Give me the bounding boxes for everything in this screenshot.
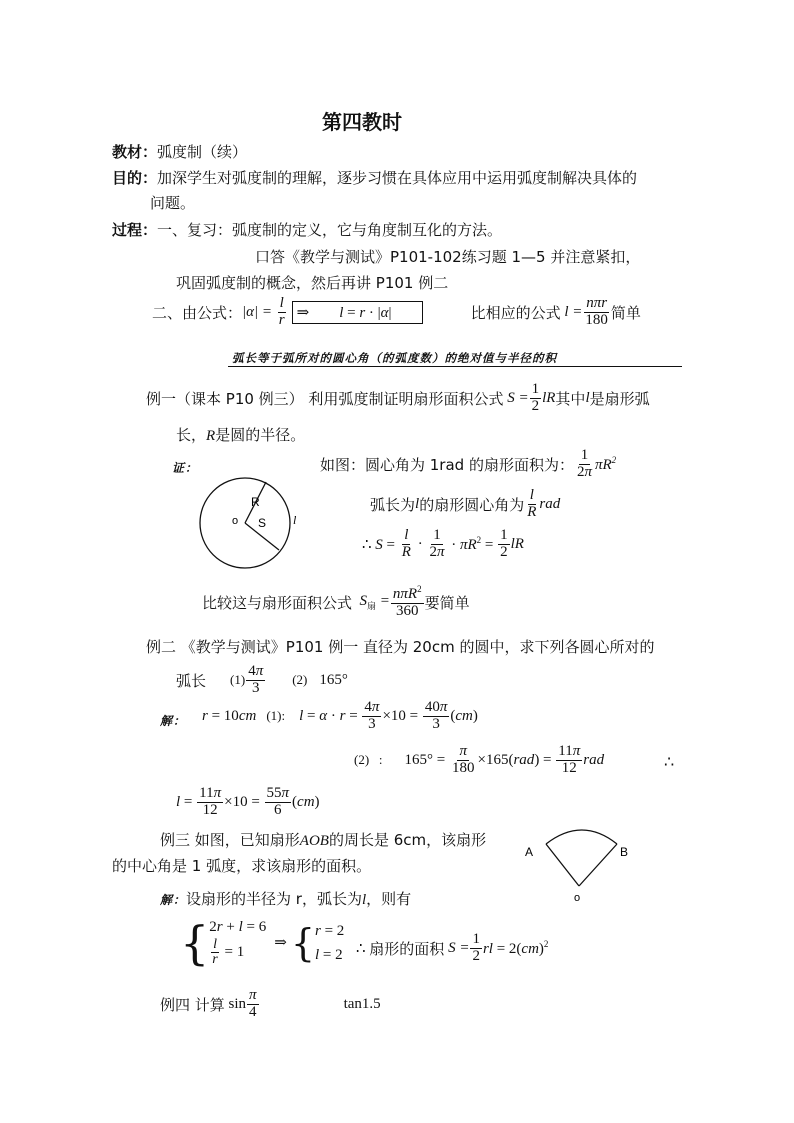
example1-rest: 是扇形弧: [589, 389, 650, 408]
process-label: 过程：: [112, 221, 158, 239]
purpose-text-2: 问题。: [150, 194, 196, 212]
l-symbol: l: [585, 389, 590, 406]
AOB-symbol: AOB: [299, 833, 329, 849]
purpose-line: [112, 167, 637, 188]
banner-underline: [228, 366, 682, 367]
label-A: A: [525, 845, 534, 859]
material-text: 弧度制（续）: [157, 143, 248, 161]
R-symbol: R: [206, 428, 216, 444]
ex2-solution-3: l = $\frac{11\pi}{12}$ ×10 = $\frac{55\pi}{6}$ (cm): [176, 785, 320, 818]
formula-intro: 二、由公式：: [152, 303, 243, 322]
l-symbol-3: l: [361, 892, 367, 908]
process-text-1: 一、复习：弧度制的定义，它与角度制互化的方法。: [157, 221, 503, 239]
fig-text: 如图：圆心角为 1rad 的扇形面积为：: [320, 455, 574, 474]
s-equals: S =: [503, 389, 529, 406]
compare-text-ex1: 比较这与扇形面积公式: [202, 593, 353, 612]
example1-where: 其中: [555, 389, 586, 408]
label-R: R: [251, 495, 260, 509]
example1-statement: 例一（课本 P10 例三） 利用弧度制证明扇形面积公式: [146, 389, 504, 408]
degree-arc-formula: $\frac{\text{nπr}}{180}$: [585, 295, 608, 328]
example1-line1: [146, 382, 650, 415]
purpose-label: 目的：: [112, 169, 158, 187]
label-O: o: [574, 892, 581, 904]
ex3-system: { 2r + l = 6 $\frac{l}{r}$ = 1 ⇒ { r = 2 l = 2: [180, 915, 345, 970]
example3-text-1b: 的周长是 6cm，该扇形: [328, 831, 487, 849]
label-l: l: [293, 513, 297, 527]
simple-text: 简单: [610, 303, 641, 322]
label-o: o: [232, 515, 239, 527]
arc-text: 弧长为: [370, 495, 416, 514]
process-text-3: 巩固弧度制的概念，然后再讲 P101 例二: [176, 274, 449, 292]
example2-line1: 例二 《教学与测试》P101 例一 直径为 20cm 的圆中，求下列各圆心所对的: [146, 638, 655, 656]
one-over-2pi: $\frac{1}{2\pi}$: [576, 447, 592, 480]
example2-line2: [176, 664, 348, 697]
example1-line2: [176, 424, 305, 445]
ex3-solution-line: [160, 888, 411, 909]
piR2: $\pi R^2$: [594, 454, 617, 473]
sector-area-derivation: ∴ S = $\frac{l}{R}$ · $\frac{1}{2\pi}$ · $\pi R^2$ = $\frac{1}{2}$ lR: [362, 527, 524, 560]
pi-over-4: $\frac{\pi}{4}$: [249, 987, 257, 1020]
left-brace-1: {: [180, 915, 210, 970]
example4-label: 例四 计算: [160, 995, 225, 1014]
ex2-solution-1: r = 10cm (1): l = α · r = $\frac{4\pi}{3}$ ×10 = $\frac{40\pi}{3}$ (cm): [202, 699, 478, 732]
simpler-text: 要简单: [424, 593, 470, 612]
arc-length-text: 弧长: [176, 671, 207, 690]
ex2-solution-2: (2) : 165° = $\frac{\pi}{180}$ ×165(rad) = $\frac{11\pi}{12}$ rad: [354, 743, 605, 776]
compare-text: 比相应的公式: [470, 303, 561, 322]
unit-sector-area: [320, 448, 616, 481]
page-title: 第四教时: [322, 110, 402, 134]
area-text: 扇形的面积: [369, 939, 445, 958]
example3-text-1: 例三 如图，已知扇形: [160, 831, 300, 849]
process-line-1: [112, 219, 502, 240]
material-label: 教材：: [112, 143, 158, 161]
arc-length-banner: 弧长等于弧所对的圆心角（的弧度数）的绝对值与半径的积: [232, 351, 557, 365]
example3-line2: 的中心角是 1 弧度，求该扇形的面积。: [112, 857, 372, 875]
therefore-symbol: ∴: [664, 754, 675, 771]
165-degrees: 165°: [319, 671, 348, 688]
circle-figure: [196, 474, 316, 574]
rad-unit: rad: [539, 495, 561, 512]
l-over-r-fraction: $\frac{l}{r}$: [278, 295, 285, 328]
sector-arc: [546, 830, 617, 844]
ex3-area-result: ∴ 扇形的面积 S = $\frac{1}{2}$ rl = 2(cm)$^2$: [356, 931, 549, 964]
process-text-2: 口答《教学与测试》P101-102练习题 1—5 并注意紧扣，: [255, 248, 641, 266]
item-1-marker: (1): [230, 672, 246, 688]
l-symbol-2: l: [415, 495, 420, 512]
left-brace-2: {: [290, 920, 315, 965]
ex3-solution-text-2: ，则有: [366, 890, 412, 908]
l-equals: l =: [560, 303, 583, 320]
S-sector: $S_扇$ =: [352, 592, 390, 611]
label-S: S: [258, 516, 267, 530]
example1-line2-text: 长，: [176, 426, 207, 444]
sector-degree-formula: $\frac{n\pi R^2}{360}$: [392, 584, 422, 619]
ex3-solution-label: 解：: [160, 893, 187, 907]
arc-angle-line: [370, 488, 560, 521]
ex3-solution-text: 设扇形的半径为 r，弧长为: [186, 890, 362, 908]
abs-alpha-formula: |α| =: [242, 303, 276, 320]
material-line: [112, 141, 247, 162]
four-pi-over-3: $\frac{4\pi}{3}$: [248, 663, 264, 696]
example3-line1: [160, 829, 486, 850]
purpose-text-1: 加深学生对弧度制的理解，逐步习惯在具体应用中运用弧度制解决具体的: [157, 169, 638, 187]
item-2-marker: (2): [292, 672, 308, 688]
sector-side-a: [546, 844, 579, 886]
arc-formula-line: [152, 296, 641, 329]
example4-line: 例四 计算 sin $\frac{\pi}{4}$ tan1.5: [160, 987, 381, 1020]
ex2-solution-label: 解：: [160, 714, 187, 728]
sector-figure: [518, 826, 638, 906]
tan-expression: tan1.5: [343, 995, 381, 1012]
arc-text-2: 的扇形圆心角为: [419, 495, 525, 514]
proof-label: 证：: [172, 461, 199, 475]
l-over-R: $\frac{l}{R}$: [527, 487, 537, 520]
formula-box: ⇒ l = r · |α|: [292, 301, 423, 324]
lR-term: lR: [542, 389, 556, 406]
sector-side-b: [579, 844, 617, 886]
example1-line2-rest: 是圆的半径。: [215, 426, 306, 444]
label-B: B: [620, 845, 629, 859]
compare-line: [202, 585, 470, 620]
half-fraction: $\frac{1}{2}$: [531, 381, 540, 414]
